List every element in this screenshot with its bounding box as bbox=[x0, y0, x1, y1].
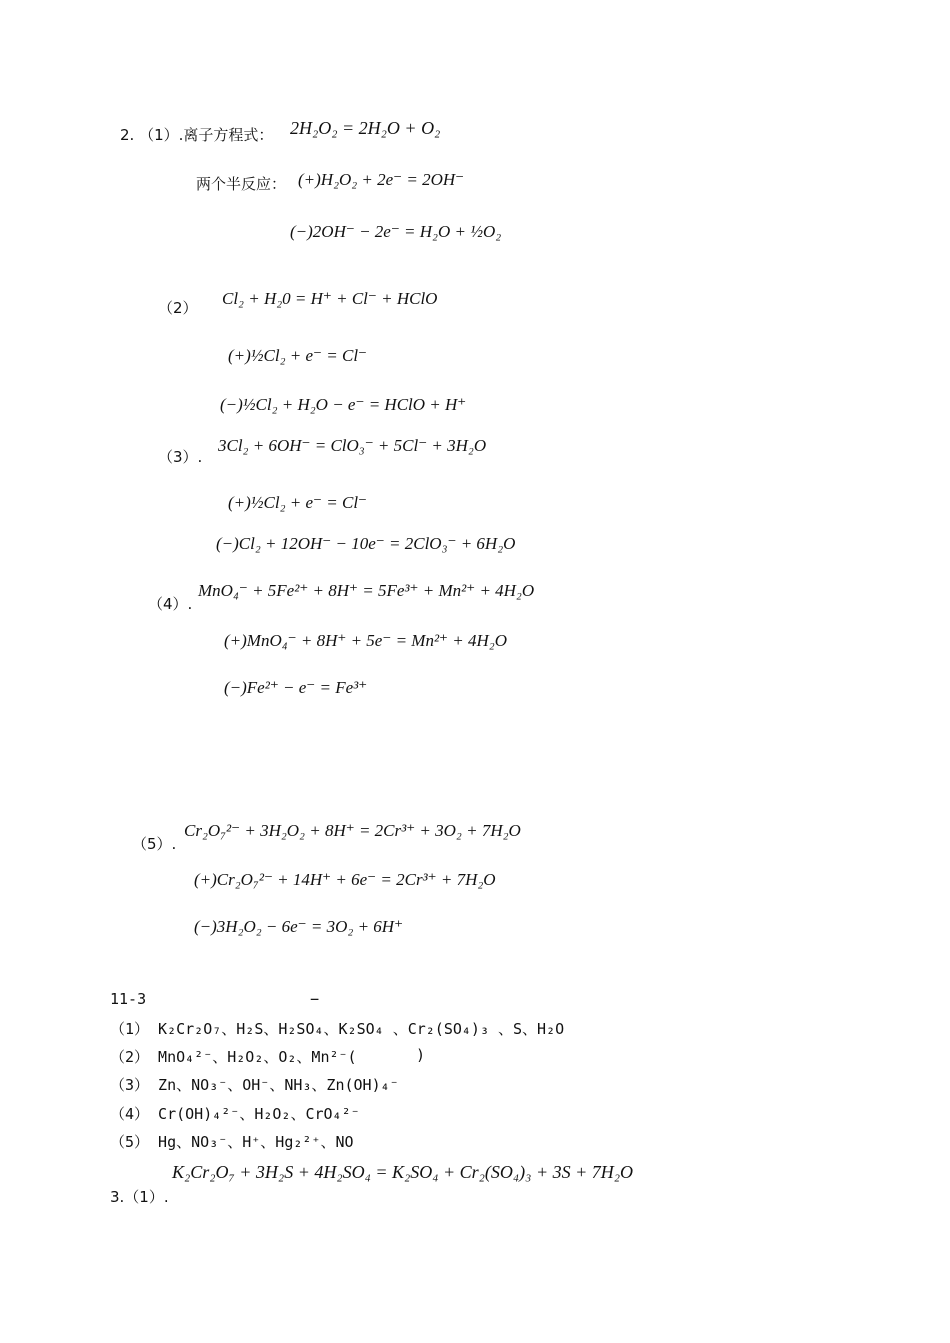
species-list-line-2: （2） MnO₄²⁻、H₂O₂、O₂、Mn²⁻( bbox=[110, 1048, 357, 1066]
q2-1-overall-equation: 2H₂O₂ = 2H₂O + O₂ bbox=[290, 118, 441, 138]
q2-2-overall-equation: Cl₂ + H₂0 = H⁺ + Cl⁻ + HClO bbox=[222, 289, 438, 308]
q2-2-minus-half: (−)½Cl₂ + H₂O − e⁻ = HClO + H⁺ bbox=[220, 395, 467, 414]
q2-5-minus-half: (−)3H₂O₂ − 6e⁻ = 3O₂ + 6H⁺ bbox=[194, 917, 404, 936]
section-11-3-heading-right: − bbox=[310, 990, 320, 1008]
q2-3-plus-half: (+)½Cl₂ + e⁻ = Cl⁻ bbox=[228, 493, 368, 512]
species-list-line-1: （1） K₂Cr₂O₇、H₂S、H₂SO₄、K₂SO₄ 、Cr₂(SO₄)₃ 、S、H₂O bbox=[110, 1020, 565, 1038]
q2-half-reactions-label: 两个半反应： bbox=[196, 175, 287, 193]
q2-1-minus-half: (−)2OH⁻ − 2e⁻ = H₂O + ½O₂ bbox=[290, 222, 502, 241]
species-list-line-4: （4） Cr(OH)₄²⁻、H₂O₂、CrO₄²⁻ bbox=[110, 1105, 360, 1123]
q2-4-plus-half: (+)MnO₄⁻ + 8H⁺ + 5e⁻ = Mn²⁺ + 4H₂O bbox=[224, 631, 507, 650]
q2-2-plus-half: (+)½Cl₂ + e⁻ = Cl⁻ bbox=[228, 346, 368, 365]
q3-1-equation: K₂Cr₂O₇ + 3H₂S + 4H₂SO₄ = K₂SO₄ + Cr₂(SO₄)₃ + 3S + 7H₂O bbox=[172, 1162, 633, 1182]
q2-1-plus-half: (+)H₂O₂ + 2e⁻ = 2OH⁻ bbox=[298, 170, 465, 189]
q2-intro-label: 2. （1）.离子方程式： bbox=[120, 126, 274, 144]
q2-3-label: （3）. bbox=[158, 448, 203, 466]
species-list-line-5: （5） Hg、NO₃⁻、H⁺、Hg₂²⁺、NO bbox=[110, 1133, 354, 1151]
species-list-line-2-tail: ) bbox=[416, 1046, 426, 1064]
q2-5-plus-half: (+)Cr₂O₇²⁻ + 14H⁺ + 6e⁻ = 2Cr³⁺ + 7H₂O bbox=[194, 870, 496, 889]
q2-2-label: （2） bbox=[158, 299, 198, 317]
species-list-line-3: （3） Zn、NO₃⁻、OH⁻、NH₃、Zn(OH)₄⁻ bbox=[110, 1076, 399, 1094]
q2-4-minus-half: (−)Fe²⁺ − e⁻ = Fe³⁺ bbox=[224, 678, 368, 697]
q2-3-overall-equation: 3Cl₂ + 6OH⁻ = ClO₃⁻ + 5Cl⁻ + 3H₂O bbox=[218, 436, 487, 455]
q2-3-minus-half: (−)Cl₂ + 12OH⁻ − 10e⁻ = 2ClO₃⁻ + 6H₂O bbox=[216, 534, 516, 553]
section-11-3-heading-left: 11-3 bbox=[110, 990, 147, 1008]
q2-4-overall-equation: MnO₄⁻ + 5Fe²⁺ + 8H⁺ = 5Fe³⁺ + Mn²⁺ + 4H₂O bbox=[198, 581, 535, 600]
q3-1-label: 3.（1）. bbox=[110, 1188, 169, 1206]
q2-5-overall-equation: Cr₂O₇²⁻ + 3H₂O₂ + 8H⁺ = 2Cr³⁺ + 3O₂ + 7H₂O bbox=[184, 821, 521, 840]
q2-4-label: （4）. bbox=[148, 595, 193, 613]
q2-5-label: （5）. bbox=[132, 835, 177, 853]
